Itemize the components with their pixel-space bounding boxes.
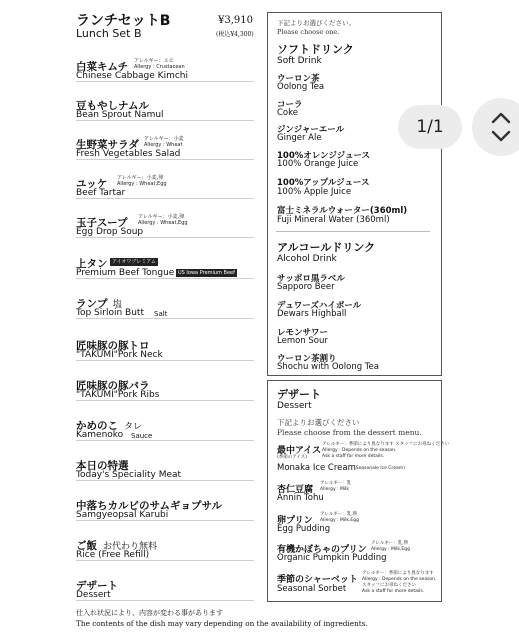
item-name-jp: 上タン xyxy=(76,258,108,270)
set-price-tax: (税込¥4,300) xyxy=(216,31,254,38)
item-name-jp: ランプ xyxy=(76,298,108,310)
dessert-allergy: Ask a staff for more details. xyxy=(362,589,425,594)
menu-item-salad xyxy=(76,137,254,160)
menu-item-namul xyxy=(76,98,254,121)
menu-item-yukke xyxy=(76,176,254,199)
menu-item-pork-ribs xyxy=(76,378,254,401)
chevron-up-icon[interactable] xyxy=(491,112,511,124)
dessert-name-jp: 最中アイス xyxy=(277,446,322,456)
item-name-en: Premium Beef Tongue xyxy=(76,268,175,278)
item-name-jp: 生野菜サラダ xyxy=(76,139,139,151)
footer-note-jp: 仕入れ状況により、内容が変わる事があります xyxy=(76,609,223,617)
menu-item-pork-neck xyxy=(76,338,254,361)
menu-item-tongue xyxy=(76,256,254,279)
item-name-en: Dessert xyxy=(76,590,111,600)
item-name-jp: ご飯 xyxy=(76,540,97,552)
drink-name-jp: ウーロン茶割り xyxy=(277,354,337,364)
dessert-allergy: アレルギー：季節により異なります スタッフにお尋ねください xyxy=(322,442,450,447)
drink-divider xyxy=(276,231,430,232)
chevron-down-icon[interactable] xyxy=(491,130,511,142)
soft-drink-heading-jp: ソフトドリンク xyxy=(277,43,354,56)
dessert-name-en: Egg Pudding xyxy=(277,524,331,534)
item-suffix-en: Salt xyxy=(154,310,168,318)
item-name-en: Kamenoko xyxy=(76,430,124,440)
item-name-en: Rice (Free Refill) xyxy=(76,550,150,560)
item-allergy-jp: アレルギー：小麦 xyxy=(144,136,184,142)
drink-name-en: Shochu with Oolong Tea xyxy=(277,362,379,372)
item-name-en: Bean Sprout Namul xyxy=(76,110,164,120)
item-name-en: Samgyeopsal Karubi xyxy=(76,510,169,520)
drink-name-jp: ウーロン茶 xyxy=(277,74,320,84)
item-allergy-en: Allergy : Wheat xyxy=(144,142,183,148)
dessert-note-jp: 下記よりお選びください xyxy=(277,418,360,427)
drink-name-jp: デュワーズハイボール xyxy=(277,301,362,311)
dessert-allergy: Allergy : Depends on the season. xyxy=(362,577,437,582)
premium-badge-en: US Iowa Premium Beef xyxy=(178,270,235,276)
item-name-jp: 中落ちカルビのサムギョプサル xyxy=(76,500,222,512)
dessert-allergy: Allergy : Milk,Egg xyxy=(371,547,410,552)
dessert-name-jp: 季節のシャーベット xyxy=(277,575,358,585)
drink-name-en: 100% Orange Juice xyxy=(277,159,359,169)
set-title-en: Lunch Set B xyxy=(76,27,142,40)
menu-item-rice xyxy=(76,538,254,561)
item-allergy-jp: アレルギー：小麦,卵 xyxy=(117,175,164,181)
item-name-jp: 白菜キムチ xyxy=(76,61,129,73)
drink-name-jp: 100%オレンジジュース xyxy=(277,151,371,161)
item-name-en: "TAKUMI"Pork Ribs xyxy=(76,390,160,400)
item-name-en: "TAKUMI"Pork Neck xyxy=(76,350,163,360)
dessert-name-jp-sub: (季節のアイス) xyxy=(277,455,308,460)
drink-name-jp: 100%アップルジュース xyxy=(277,178,370,188)
drink-name-jp: 富士ミネラルウォーター(360ml) xyxy=(277,206,408,216)
dessert-name-en: Annin Tohu xyxy=(277,493,324,503)
item-name-jp: かめのこ xyxy=(76,420,118,432)
item-allergy-jp: アレルギー：小麦,卵 xyxy=(138,214,185,220)
menu-item-rump xyxy=(76,296,254,319)
dessert-allergy: Allergy : Depends on the season. xyxy=(322,448,397,453)
set-title-jp: ランチセットB xyxy=(76,13,171,29)
item-name-jp: 本日の特選 xyxy=(76,460,129,472)
drink-note-en: Please choose one. xyxy=(277,28,340,36)
item-name-en: Chinese Cabbage Kimchi xyxy=(76,71,188,81)
item-name-en: Today's Speciality Meat xyxy=(76,470,182,480)
item-name-en: Beef Tartar xyxy=(76,188,126,198)
dessert-heading-en: Dessert xyxy=(277,401,312,411)
drink-name-en: 100% Apple Juice xyxy=(277,187,352,197)
item-name-jp: 豆もやしナムル xyxy=(76,100,149,112)
dessert-name-en-sub: (Seasonale Ice Cream) xyxy=(354,466,405,471)
dessert-allergy: Allergy : Milk,Egg xyxy=(320,518,359,523)
dessert-allergy: アレルギー：乳,卵 xyxy=(320,512,358,517)
dessert-name-en: Organic Pumpkin Pudding xyxy=(277,553,387,563)
dessert-allergy: アレルギー：乳 xyxy=(320,481,352,486)
menu-item-samgyeopsal xyxy=(76,498,254,521)
item-allergy-en: Allergy : Wheat,Egg xyxy=(117,181,167,187)
menu-item-special xyxy=(76,458,254,481)
dessert-allergy: Ask a staff for more details. xyxy=(322,454,385,459)
soft-drink-heading-en: Soft Drink xyxy=(277,56,322,66)
dessert-allergy: スタッフにお尋ねください xyxy=(362,583,416,588)
item-name-jp: デザート xyxy=(76,580,118,592)
premium-badge-jp: アイオワプレミアム xyxy=(112,259,156,265)
item-name-jp: 匠味豚の豚トロ xyxy=(76,340,150,352)
dessert-heading-jp: デザート xyxy=(277,388,321,401)
dessert-allergy: アレルギー：乳,卵 xyxy=(371,541,409,546)
drink-selection-box xyxy=(267,12,442,376)
item-suffix-jp: タレ xyxy=(124,422,143,432)
dessert-note-en: Please choose from the dessert menu. xyxy=(277,428,422,437)
drink-name-en: Oolong Tea xyxy=(277,82,325,92)
dessert-name-jp: 卵プリン xyxy=(277,516,313,526)
item-allergy-en: Allergy : Wheat,Egg xyxy=(138,220,188,226)
drink-name-jp: レモンサワー xyxy=(277,328,329,338)
item-name-jp: ユッケ xyxy=(76,178,108,190)
drink-name-jp: ジンジャーエール xyxy=(277,125,345,135)
dessert-selection-box xyxy=(267,380,450,602)
drink-name-en: Fuji Mineral Water (360ml) xyxy=(277,215,390,225)
item-name-jp: 玉子スープ xyxy=(76,217,128,229)
drink-note-jp: 下記よりお選びください。 xyxy=(277,19,355,27)
item-allergy-en: Allergy : Crustacean xyxy=(134,64,185,70)
menu-item-kimchi xyxy=(76,59,254,82)
item-name-en: Fresh Vegetables Salad xyxy=(76,149,181,159)
drink-name-en: Ginger Ale xyxy=(277,133,322,143)
drink-name-en: Sapporo Beer xyxy=(277,282,335,292)
alcohol-heading-jp: アルコールドリンク xyxy=(277,241,376,254)
menu-item-egg-soup xyxy=(76,215,254,238)
item-allergy-jp: アレルギー：エビ xyxy=(134,58,174,64)
footer-note-en: The contents of the dish may vary depending on the availability of ingredients. xyxy=(76,619,368,628)
drink-name-en: Dewars Highball xyxy=(277,309,347,319)
alcohol-heading-en: Alcohol Drink xyxy=(277,254,337,264)
dessert-name-en: Monaka Ice Cream xyxy=(277,463,356,473)
set-price: ¥3,910 xyxy=(218,15,253,26)
drink-name-en: Lemon Sour xyxy=(277,336,328,346)
page-indicator: 1/1 xyxy=(398,105,462,149)
dessert-name-jp: 有機かぼちゃのプリン xyxy=(277,545,367,555)
drink-name-jp: コーラ xyxy=(277,100,303,110)
item-name-en: Top Sirloin Butt xyxy=(76,308,144,318)
item-suffix-en: Sauce xyxy=(131,432,153,440)
dessert-allergy: Allergy : Milk xyxy=(320,487,350,492)
dessert-name-en: Seasonal Sorbet xyxy=(277,584,347,594)
item-name-en: Egg Drop Soup xyxy=(76,227,144,237)
dessert-name-jp: 杏仁豆腐 xyxy=(277,485,314,495)
dessert-allergy: アレルギー：季節により異なります xyxy=(362,571,434,576)
menu-item-dessert xyxy=(76,578,254,601)
item-name-jp: 匠味豚の豚バラ xyxy=(76,380,150,392)
item-suffix-jp: 塩 xyxy=(113,300,123,310)
item-suffix-jp: お代わり無料 xyxy=(103,542,158,552)
drink-name-jp: サッポロ黒ラベル xyxy=(277,274,345,284)
drink-name-en: Coke xyxy=(277,108,298,118)
menu-item-kamenoko xyxy=(76,418,254,441)
